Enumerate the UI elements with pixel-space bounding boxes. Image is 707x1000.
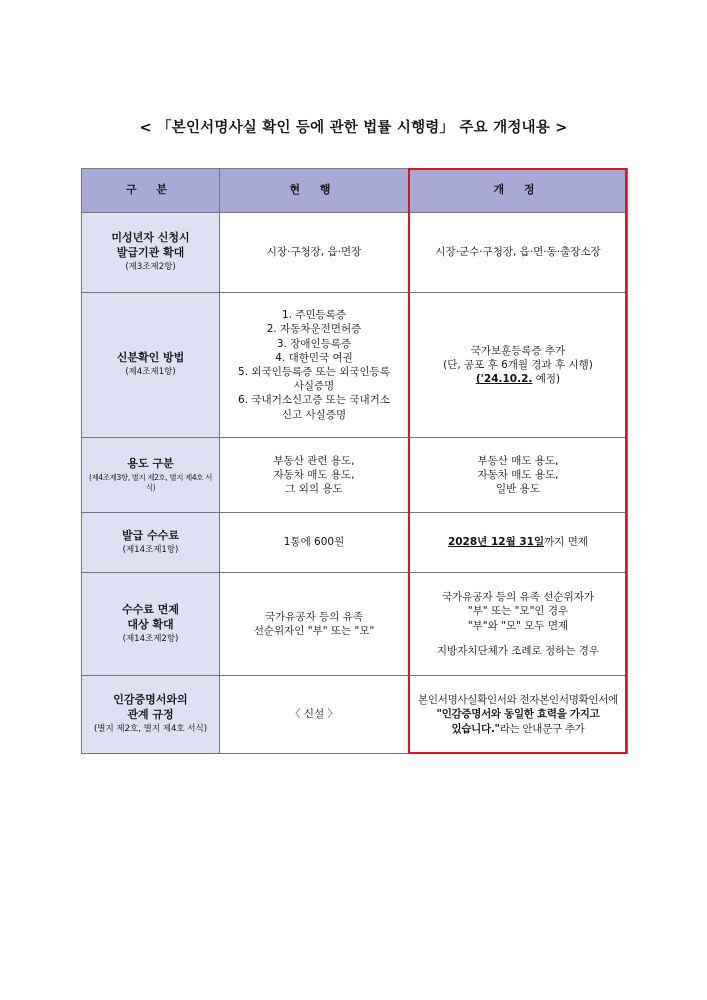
category-ref: (별지 제2호, 별지 제4호 서식) bbox=[93, 724, 208, 735]
category-ref: (제14조제2항) bbox=[122, 633, 179, 644]
id-item: 6. 국내거소신고증 또는 국내거소 bbox=[238, 394, 390, 407]
category-cell bbox=[82, 213, 220, 293]
current-line: 선순위자인 "부" 또는 "모" bbox=[253, 625, 375, 637]
revised-bold-end: 있습니다." bbox=[451, 722, 500, 735]
category-label: 용도 구분 bbox=[127, 456, 174, 470]
current-line: 국가유공자 등의 유족 bbox=[265, 610, 363, 623]
revised-cell bbox=[409, 573, 628, 676]
current-cell bbox=[220, 438, 409, 513]
revised-last-line bbox=[410, 722, 626, 736]
table-row bbox=[82, 213, 628, 293]
category-label: 발급 수수료 bbox=[122, 528, 179, 542]
revised-line: 부동산 매도 용도, bbox=[477, 454, 559, 467]
id-item: 5. 외국인등록증 또는 외국인등록 bbox=[238, 366, 390, 378]
category-label: 미성년자 신청시 bbox=[111, 231, 190, 245]
revised-line: 자동차 매도 용도, bbox=[477, 468, 559, 481]
revised-cell bbox=[409, 293, 628, 438]
category-ref: (제3조제2항) bbox=[125, 262, 176, 273]
revised-date-suffix: 예정) bbox=[532, 373, 561, 386]
spacer bbox=[412, 633, 624, 644]
category-label-2: 관계 규정 bbox=[127, 708, 174, 722]
revised-line: 일반 용도 bbox=[496, 483, 540, 496]
revised-line: (단, 공포 후 6개월 경과 후 시행) bbox=[443, 358, 593, 371]
revised-cell: 시장·군수·구청장, 읍·면·동·출장소장 bbox=[409, 213, 628, 293]
table-header-row bbox=[82, 169, 628, 213]
exemption-suffix: 까지 면제 bbox=[544, 536, 589, 549]
category-label: 인감증명서와의 bbox=[113, 693, 188, 707]
category-cell bbox=[82, 573, 220, 676]
revised-cell bbox=[409, 513, 628, 573]
current-cell: 1통에 600원 bbox=[220, 513, 409, 573]
revised-cell bbox=[409, 438, 628, 513]
page-title: < 「본인서명사실 확인 등에 관한 법률 시행령」 주요 개정내용 > bbox=[139, 120, 568, 136]
table-row bbox=[82, 293, 628, 438]
id-item: 2. 자동차운전면허증 bbox=[266, 323, 362, 336]
header-revised: 개 정 bbox=[409, 169, 628, 213]
revised-bold-line: "인감증명서와 동일한 효력을 가지고 bbox=[436, 708, 600, 721]
id-item: 4. 대한민국 여권 bbox=[275, 351, 353, 364]
category-cell bbox=[82, 293, 220, 438]
table-row bbox=[82, 573, 628, 676]
header-category: 구 분 bbox=[82, 169, 220, 213]
amendment-table bbox=[81, 168, 628, 754]
category-ref: (제4조제1항) bbox=[125, 367, 176, 378]
revised-line: 국가보훈등록증 추가 bbox=[470, 344, 566, 357]
category-ref: (제14조제1항) bbox=[122, 544, 179, 555]
current-line: 그 외의 용도 bbox=[285, 483, 343, 496]
revised-line: 본인서명사실확인서와 전자본인서명확인서에 bbox=[418, 694, 618, 707]
category-ref: (제4조제3항, 별지 제2호, 별지 제4호 서식) bbox=[89, 472, 212, 492]
revised-cell bbox=[409, 676, 628, 754]
revised-line: 국가유공자 등의 유족 선순위자가 bbox=[441, 591, 594, 604]
table-row bbox=[82, 438, 628, 513]
category-label-2: 발급기관 확대 bbox=[116, 246, 185, 260]
revised-suffix: 라는 안내문구 추가 bbox=[499, 722, 585, 735]
revised-extra: 지방자치단체가 조례로 정하는 경우 bbox=[436, 644, 600, 657]
id-item: 3. 장애인등록증 bbox=[276, 337, 352, 350]
category-label: 수수료 면제 bbox=[122, 602, 179, 616]
current-cell: 시장·구청장, 읍·면장 bbox=[220, 213, 409, 293]
current-line: 부동산 관련 용도, bbox=[273, 454, 355, 467]
category-cell bbox=[82, 676, 220, 754]
category-cell bbox=[82, 513, 220, 573]
header-current: 현 행 bbox=[220, 169, 409, 213]
table-row bbox=[82, 513, 628, 573]
table-row bbox=[82, 676, 628, 754]
current-cell bbox=[220, 573, 409, 676]
id-item: 신고 사실증명 bbox=[281, 408, 347, 421]
revised-date-line bbox=[412, 372, 624, 386]
revised-line: "부" 또는 "모"인 경우 bbox=[467, 605, 569, 618]
current-cell bbox=[220, 293, 409, 438]
category-label: 신분확인 방법 bbox=[116, 351, 185, 365]
category-label-2: 대상 확대 bbox=[127, 617, 174, 631]
revised-date: ('24.10.2. bbox=[475, 373, 533, 386]
category-cell bbox=[82, 438, 220, 513]
current-cell: 〈 신설 〉 bbox=[220, 676, 409, 754]
id-item: 1. 주민등록증 bbox=[281, 309, 347, 322]
id-item: 사실증명 bbox=[293, 380, 335, 393]
current-line: 자동차 매도 용도, bbox=[273, 468, 355, 481]
revised-line: "부"와 "모" 모두 면제 bbox=[467, 619, 569, 632]
exemption-deadline: 2028년 12월 31일 bbox=[447, 536, 545, 549]
